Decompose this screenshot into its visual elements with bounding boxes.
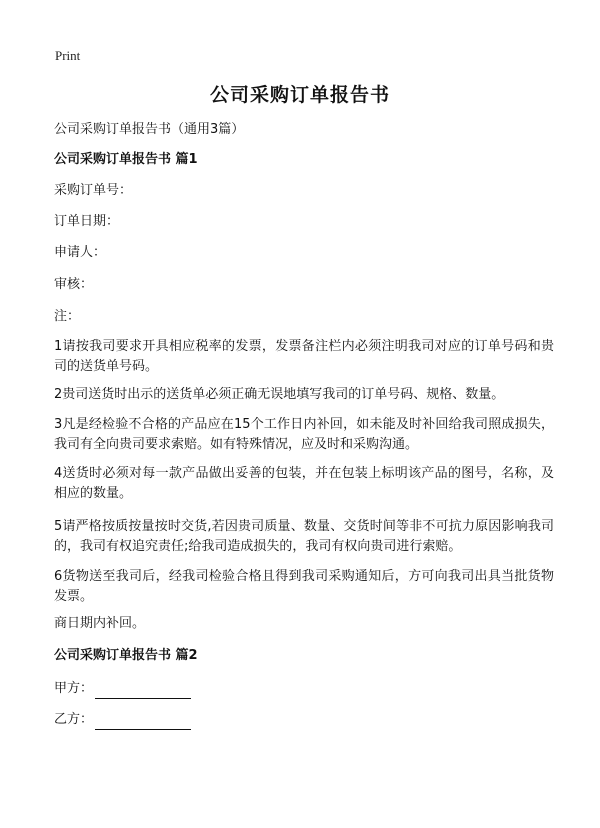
order-number-field: 采购订单号： bbox=[54, 183, 133, 198]
print-label: Print bbox=[55, 48, 81, 63]
party-a-label: 甲方： bbox=[54, 681, 94, 696]
party-a-blank bbox=[95, 684, 191, 699]
note-item-5: 5请严格按质按量按时交货,若因贵司质量、数量、交货时间等非不可抗力原因影响我司的，我司有权追究责任;给我司造成损失的，我司有权向贵司进行索赔。 bbox=[54, 519, 554, 554]
closing-line: 商日期内补回。 bbox=[54, 616, 146, 631]
note-item-6: 6货物送至我司后，经我司检验合格且得到我司采购通知后，方可向我司出具当批货物发票。 bbox=[54, 569, 554, 604]
party-b-row bbox=[54, 710, 554, 730]
section1-heading: 公司采购订单报告书 篇1 bbox=[54, 152, 198, 167]
note-item-3: 3凡是经检验不合格的产品应在15个工作日内补回，如未能及时补回给我司照成损失，我司有全向贵司要求索赔。如有特殊情况，应及时和采购沟通。 bbox=[54, 417, 554, 452]
party-b-blank bbox=[95, 715, 191, 730]
order-date-field: 订单日期： bbox=[54, 214, 120, 229]
note-item-2: 2贵司送货时出示的送货单必须正确无误地填写我司的订单号码、规格、数量。 bbox=[54, 387, 505, 402]
section2-heading: 公司采购订单报告书 篇2 bbox=[54, 648, 198, 663]
applicant-field: 申请人： bbox=[54, 245, 107, 260]
reviewer-field: 审核： bbox=[54, 277, 94, 292]
document-subtitle: 公司采购订单报告书（通用3篇） bbox=[54, 122, 245, 137]
note-item-1: 1请按我司要求开具相应税率的发票，发票备注栏内必须注明我司对应的订单号码和贵司的送货单号码。 bbox=[54, 339, 554, 374]
party-b-label: 乙方： bbox=[54, 712, 94, 727]
note-item-4: 4送货时必须对每一款产品做出妥善的包装，并在包装上标明该产品的图号，名称，及相应的数量。 bbox=[54, 466, 554, 501]
document-title: 公司采购订单报告书 bbox=[209, 84, 390, 106]
note-label: 注： bbox=[54, 309, 81, 324]
party-a-row bbox=[54, 679, 554, 699]
